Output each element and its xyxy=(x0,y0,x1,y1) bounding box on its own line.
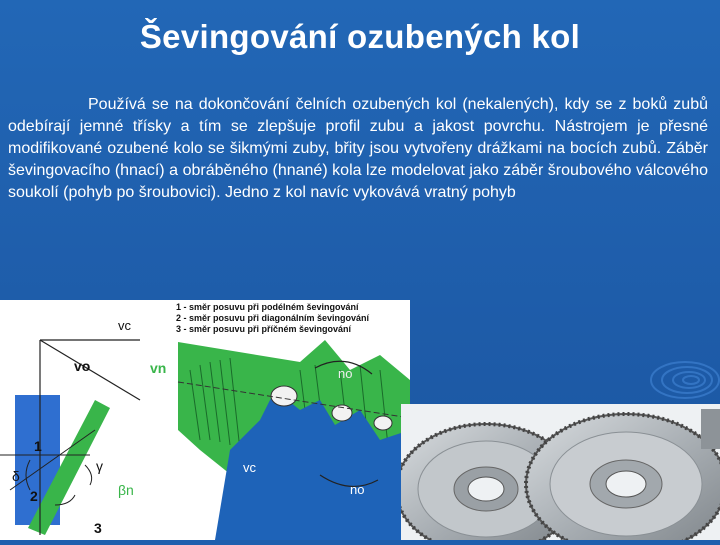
label-delta: δ xyxy=(12,468,20,484)
right-gear-bore xyxy=(606,471,646,497)
label-n-tool: no xyxy=(338,366,353,381)
label-direction-3: 3 xyxy=(94,520,102,536)
label-vo: vo xyxy=(74,358,91,374)
label-direction-1: 1 xyxy=(34,438,42,454)
legend-item-1: 1 - směr posuvu při podélném ševingování xyxy=(176,302,359,312)
label-direction-2: 2 xyxy=(30,488,38,504)
legend-item-3: 3 - směr posuvu při příčném ševingování xyxy=(176,324,352,334)
label-beta: βn xyxy=(118,482,134,498)
shaving-gears-illustration xyxy=(401,404,720,540)
label-n-work: no xyxy=(350,482,365,497)
label-vn: vn xyxy=(150,360,167,376)
legend-item-2: 2 - směr posuvu při diagonálním ševingování xyxy=(176,313,370,323)
shaving-gears-photo xyxy=(401,404,720,540)
label-gamma: γ xyxy=(96,458,103,474)
slide-body-text: Používá se na dokončování čelních ozubených kol (nekalených), kdy se z boků zubů odebírají jemné třísky a tím se zlepšuje profil zubu a jakost povrchu. Nástrojem je přesné modifikované ozubené kolo se šikmými zuby, břity jsou vytvořeny drážkami na bocích zubů. Záběr ševingovacího (hnací) a obráběného (hnané) kola lze modelovat jako záběr šroubového válcového soukolí (pohyb po šroubovici). Jedno z kol navíc vykovává vratný pohyb xyxy=(8,96,708,201)
small-gear-edge xyxy=(701,409,720,449)
angle-arc-gamma xyxy=(85,465,92,485)
shaving-diagram-drawing xyxy=(0,300,410,540)
label-vc-bottom: vc xyxy=(243,460,256,475)
slide-title: Ševingování ozubených kol xyxy=(139,18,581,55)
shaving-diagram xyxy=(0,300,410,540)
left-gear-bore xyxy=(468,477,504,501)
label-vc-top: vc xyxy=(118,318,131,333)
